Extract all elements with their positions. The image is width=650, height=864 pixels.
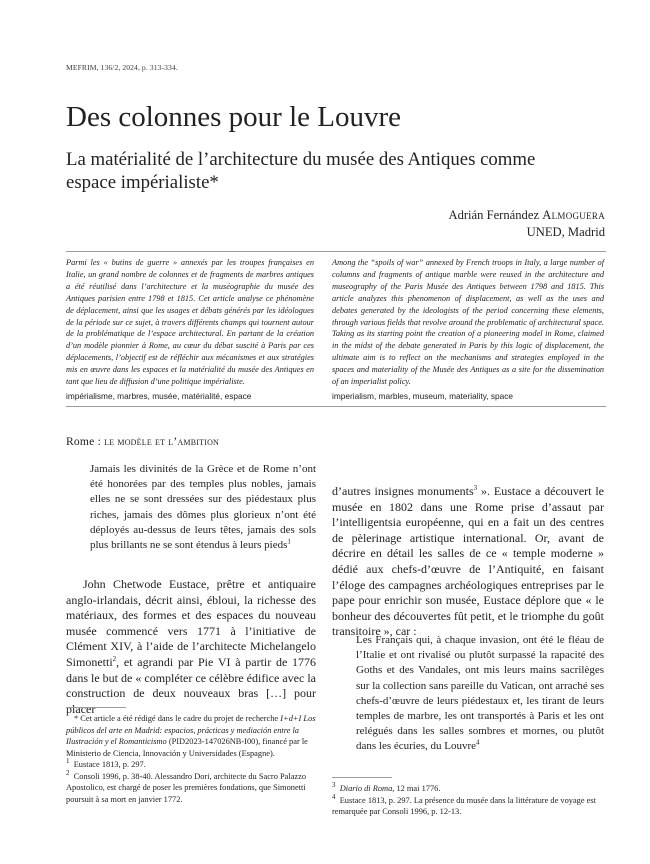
footnote-2: $^2$ Consoli 1996, p. 38-40. Alessandro Dori, architecte du Sacro Palazzo Apostolico, est chargé de poser les premières fondations, que Simonetti poursuit à sa mort en janvier 1772.	[66, 768, 307, 804]
footnote-ref-1: 1	[287, 537, 291, 546]
author-last-name: Almoguera	[542, 208, 605, 222]
right-paragraph	[332, 484, 604, 640]
author-name	[448, 207, 605, 224]
right-paragraph-b: ». Eustace a découvert le musée en 1802 dans une Rome prise d’assaut par l’intelligentsia européenne, qui en a fait un des centres de pèlerinage artistique international. Or, avant de décrire en détail les salles de ce « temple moderne » dédié aux chefs-d’œuvre de l’Antiquité, en faisant l’éloge des campagnes archéologiques entreprises par le pape pour enrichir son musée, Eustace déplore que « le bonheur des découvertes fût petit, et le triomphe du goût transitoire », car :	[332, 484, 604, 639]
footnote-rule-left	[66, 707, 126, 708]
section-heading-first: Rome :	[66, 435, 105, 448]
abstract-english: Among the “spoils of war” annexed by French troops in Italy, a large number of columns and fragments of antique marble were reused in the architecture and museography of the Paris Musée des Antiques between 1798 and 1815. This article analyzes this phenomenon of displacement, as well as the uses and debates generated by the ideologists of the period concerning these elements, through various fields that revolve around the problematic of architectural space. Taking as its starting point the creation of a pioneering model in Rome, claimed in the midst of the debate generated in Paris by this logic of displacement, the ultimate aim is to reflect on the mechanisms and strategies employed in the spaces and materiality of the Musée des Antiques as a site for the dissemination of an imperialist policy.	[332, 258, 604, 387]
footnote-ref-2: 2	[112, 654, 117, 663]
running-header: MEFRIM, 136/2, 2024, p. 313-334.	[66, 63, 178, 72]
section-heading	[66, 435, 219, 448]
abstract-top-rule	[66, 251, 606, 252]
footnote-ref-3: 3	[473, 484, 478, 492]
block-quote	[356, 633, 604, 755]
keywords-french: impérialisme, marbres, musée, matérialité, espace	[66, 391, 252, 401]
footnote-1: $^1$ Eustace 1813, p. 297.	[66, 757, 146, 769]
article-subtitle: La matérialité de l’architecture du musée des Antiques comme espace impérialiste*	[66, 149, 536, 193]
left-paragraph-a: John Chetwode Eustace, prêtre et antiquaire anglo-irlandais, décrit ainsi, ébloui, la richesse des matériaux, des formes et des espaces du nouveau musée commencé vers 1771 à l’initiative de Clément XIV, à l’aide de l’architecte Michelangelo Simonetti	[66, 577, 316, 669]
footnotes-left	[66, 713, 316, 805]
left-paragraph-b: , et agrandi par Pie VI à partir de 1776 dans le but de « compléter ce célèbre édifice avec la construction de deux nouveaux bras […] pour placer	[66, 654, 316, 716]
footnote-4: $^4$ Eustace 1813, p. 297. La présence du musée dans la littérature de voyage est remarquée par Consoli 1996, p. 12-13.	[332, 792, 596, 816]
footnote-ref-4: 4	[476, 738, 480, 747]
footnote-rule-right	[332, 777, 392, 778]
article-title: Des colonnes pour le Louvre	[66, 101, 402, 133]
author-block	[448, 207, 605, 241]
author-affiliation: UNED, Madrid	[526, 225, 605, 239]
abstract-french: Parmi les « butins de guerre » annexés par les troupes françaises en Italie, un grand nombre de colonnes et de fragments de marbres antiques a été réutilisé dans l’architecture et la muséographie du musée des Antiques parisien entre 1798 et 1815. Cet article analyse ce phénomène de déplacement, ainsi que les usages et débats générés par les idéologues de la période sur ce sujet, à travers différents champs qui tournent autour de la problématique de l’espace architectural. En partant de la création d’un modèle pionnier à Rome, au cœur du débat suscité à Paris par ces déplacements, l’objectif est de réfléchir aux mécanismes et aux stratégies mis en œuvre dans les espaces et la matérialité du musée des Antiques en tant que lieu de diffusion d’une politique impérialiste.	[66, 258, 314, 387]
left-paragraph	[66, 577, 316, 717]
keywords-english: imperialism, marbles, museum, materiality, space	[332, 391, 514, 401]
section-heading-rest: le modèle et l’ambition	[104, 435, 220, 448]
epigraph	[90, 462, 316, 553]
abstract-bottom-rule	[66, 406, 606, 407]
footnote-3: $^3$ Diario di Roma, 12 mai 1776.	[332, 781, 441, 793]
right-paragraph-a: d’autres insignes monuments	[332, 484, 474, 498]
footnotes-right	[332, 783, 604, 818]
epigraph-text: Jamais les divinités de la Grèce et de Rome n’ont été honorées par des temples plus nobles, jamais elles ne se sont dressées sur des piédestaux plus riches, jamais des dômes plus glorieux n’ont été déployés au-dessus de leurs têtes, jamais des sols plus brillants ne se sont étendus à leurs pieds	[90, 463, 316, 552]
author-first-name: Adrián Fernández	[448, 208, 540, 222]
footnote-star: * Cet article a été rédigé dans le cadre du projet de recherche I+d+I Los públicos del arte en Madrid: espacios, prácticas y mediación entre la Ilustración y el Romanticismo (PID2023-147026NB-I00), financé par le Ministerio de Ciencia, Innovación y Universidades (Espagne).	[66, 714, 316, 758]
block-quote-text: Les Français qui, à chaque invasion, ont été le fléau de l’Italie et ont rivalisé ou plutôt surpassé la rapacité des Goths et des Vandales, ont mis leurs mains sacrilèges sur la collection sans pareille du Vatican, ont arraché ses chefs-d’œuvre de leurs piédestaux et, les tirant de leurs temples de marbre, les ont transportés à Paris et les ont relégués dans les salles sombres et mornes, ou plutôt dans les écuries, du Louvre	[356, 634, 604, 753]
